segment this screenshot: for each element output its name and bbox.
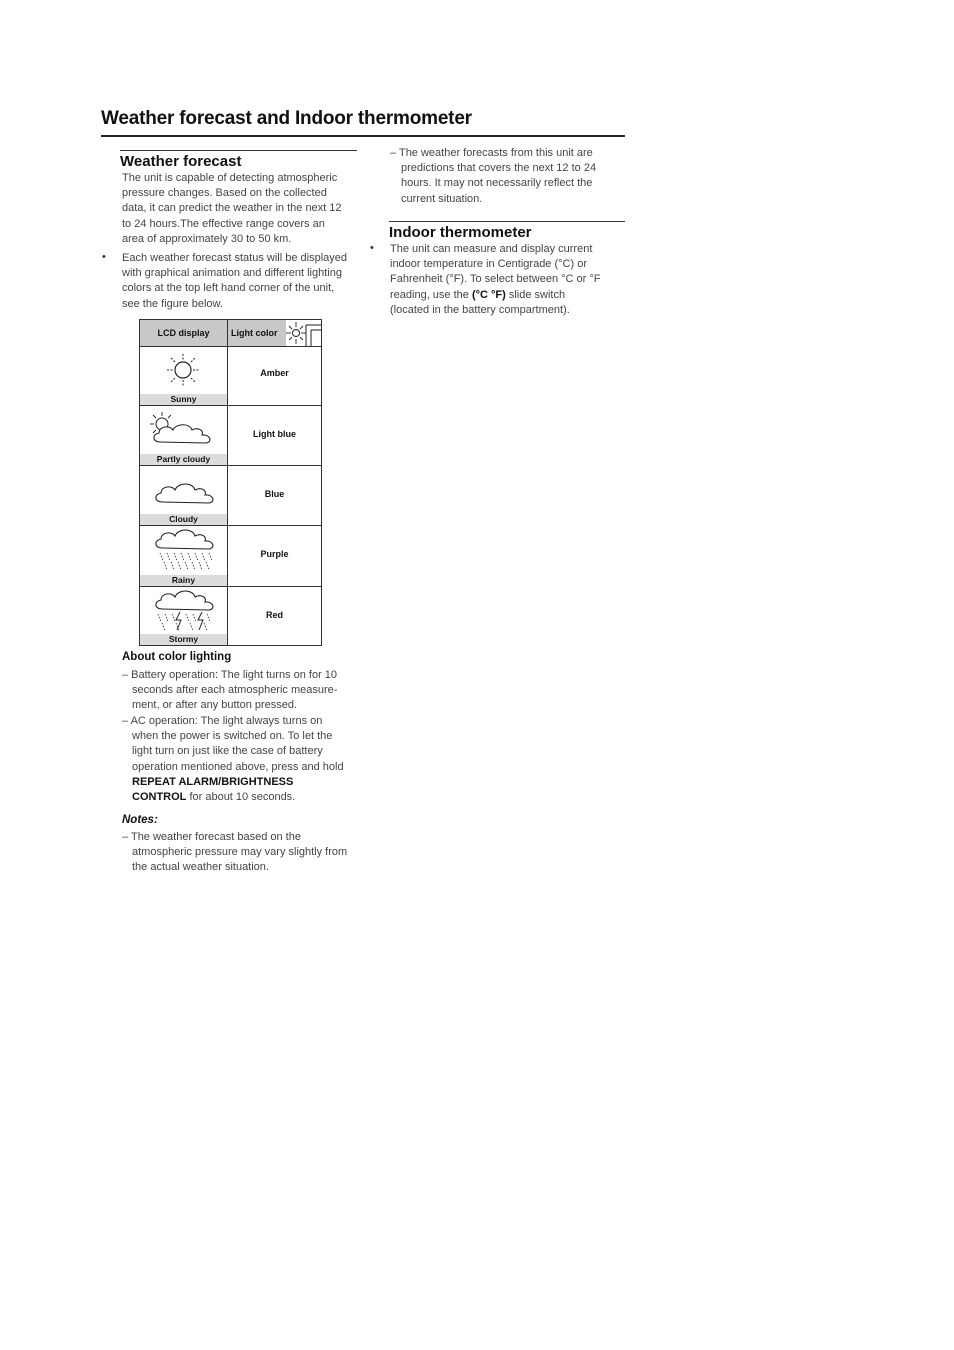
about-item-battery	[122, 668, 367, 714]
text-line: the actual weather situation.	[132, 861, 269, 874]
table-row	[140, 587, 321, 645]
forecast-table	[139, 319, 322, 646]
text-line: operation mentioned above, press and hold	[132, 760, 344, 773]
text-line: seconds after each atmospheric measure-	[132, 684, 338, 697]
text-line: – AC operation: The light always turns on	[122, 715, 323, 727]
cloud-icon	[140, 466, 227, 514]
text-line: The unit is capable of detecting atmospheric	[122, 172, 338, 184]
bullet-paragraph	[122, 251, 367, 312]
text-line: – Battery operation: The light turns on for 10	[122, 669, 338, 681]
rain-icon	[140, 526, 227, 574]
text-line: current situation.	[401, 192, 483, 205]
text-line: to 24 hours.The effective range covers an	[122, 217, 325, 230]
text-line: reading, use the	[390, 288, 472, 301]
text-line: – The weather forecasts from this unit are	[390, 147, 593, 159]
control-label: CONTROL	[132, 791, 187, 804]
header-lcd-display: LCD display	[140, 320, 227, 346]
lcd-display-label: Cloudy	[140, 514, 227, 525]
partly-cloudy-icon	[140, 406, 227, 454]
section-rule	[120, 150, 357, 151]
header-light-color: Light color	[228, 320, 321, 346]
repeat-alarm-brightness-label: REPEAT ALARM/BRIGHTNESS	[132, 775, 294, 788]
section-heading-indoor-thermometer: Indoor thermometer	[389, 224, 532, 241]
light-color-value: Purple	[260, 549, 289, 559]
section-rule	[389, 221, 625, 222]
table-row	[140, 406, 321, 466]
text-line: – The weather forecast based on the	[122, 831, 301, 843]
table-header	[140, 320, 321, 347]
about-item-ac	[122, 714, 367, 805]
notes-paragraph	[122, 830, 367, 876]
light-color-value: Blue	[264, 489, 285, 499]
text-line: predictions that covers the next 12 to 24	[401, 162, 597, 175]
sun-icon	[140, 346, 227, 394]
light-color-value: Red	[265, 610, 283, 620]
text-line: for about 10 seconds.	[186, 791, 296, 804]
text-line: The unit can measure and display current	[390, 243, 593, 255]
intro-paragraph	[122, 171, 362, 247]
title-rule	[101, 135, 625, 137]
text-line: when the power is switched on. To let the	[132, 730, 333, 743]
lcd-display-label: Partly cloudy	[140, 454, 227, 465]
notes-heading: Notes:	[122, 814, 158, 826]
bullet-marker: •	[102, 251, 106, 263]
text-line: see the figure below.	[122, 297, 223, 310]
text-line: hours. It may not necessarily reflect the	[401, 177, 593, 190]
text-line: slide switch	[505, 288, 566, 301]
text-line: Each weather forecast status will be displayed	[122, 252, 348, 264]
lcd-display-label: Rainy	[140, 575, 227, 586]
text-line: area of approximately 30 to 50 km.	[122, 232, 292, 245]
about-color-lighting-heading: About color lighting	[122, 651, 232, 663]
text-line: atmospheric pressure may vary slightly from	[132, 846, 348, 859]
text-line: Fahrenheit (°F). To select between °C or °F	[390, 273, 601, 286]
light-rays-icon	[286, 320, 321, 346]
light-color-value: Amber	[260, 368, 289, 378]
lcd-display-label: Stormy	[140, 634, 227, 645]
celsius-fahrenheit-switch-label: (°C °F)	[471, 288, 506, 301]
text-line: ment, or after any button pressed.	[132, 699, 298, 712]
light-color-value: Light blue	[253, 429, 296, 439]
page-title: Weather forecast and Indoor thermometer	[101, 108, 472, 129]
text-line: light turn on just like the case of battery	[132, 745, 323, 758]
table-row	[140, 346, 321, 406]
text-line: with graphical animation and different lighting	[122, 267, 342, 280]
text-line: colors at the top left hand corner of the unit,	[122, 282, 335, 295]
text-line: pressure changes. Based on the collected	[122, 187, 327, 200]
table-row	[140, 466, 321, 526]
text-line: data, it can predict the weather in the next 12	[122, 202, 342, 215]
lcd-display-label: Sunny	[140, 394, 227, 405]
storm-icon	[140, 587, 227, 635]
text-line: (located in the battery compartment).	[390, 303, 570, 316]
bullet-marker: •	[370, 242, 374, 254]
table-row	[140, 526, 321, 587]
section-heading-weather-forecast: Weather forecast	[120, 153, 242, 170]
thermometer-paragraph	[390, 242, 630, 318]
text-line: indoor temperature in Centigrade (°C) or	[390, 258, 587, 271]
forecast-disclaimer	[390, 146, 630, 207]
